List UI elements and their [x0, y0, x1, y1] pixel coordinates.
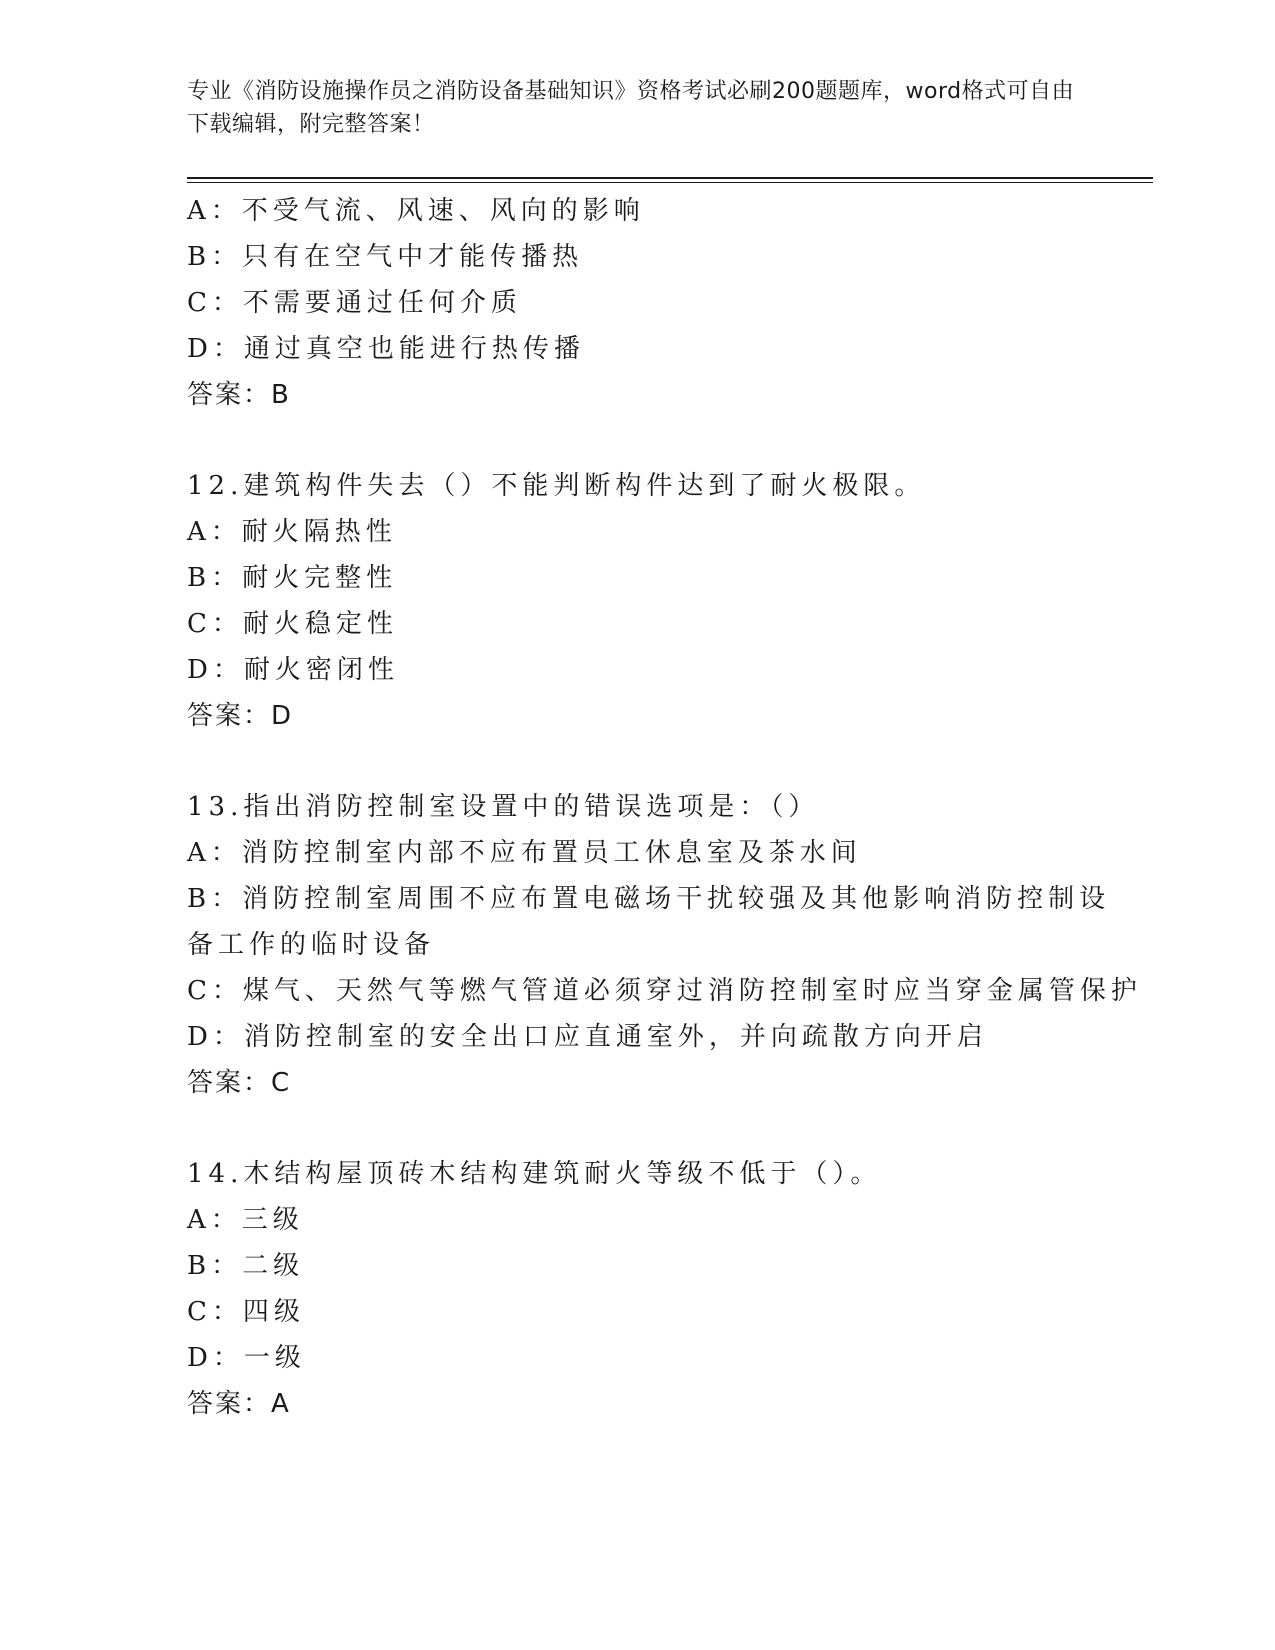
option-a: A：耐火隔热性: [187, 517, 397, 547]
answer: 答案：D: [187, 701, 294, 731]
option-b: B：耐火完整性: [187, 563, 398, 593]
option-d: D：耐火密闭性: [187, 655, 399, 685]
option-c: C：不需要通过任何介质: [187, 288, 522, 318]
document-header: 专业《消防设施操作员之消防设备基础知识》资格考试必刷200题题库，word格式可自由下载编辑，附完整答案！: [187, 79, 1075, 137]
option-c: C：耐火稳定性: [187, 609, 398, 639]
header-divider-thin: [187, 182, 1153, 183]
answer: 答案：C: [187, 1068, 292, 1098]
question-text: 13.指出消防控制室设置中的错误选项是：（）: [187, 792, 820, 822]
option-a: A：不受气流、风速、风向的影响: [187, 196, 645, 226]
spacer: [187, 418, 1117, 463]
option-d: D：消防控制室的安全出口应直通室外，并向疏散方向开启: [187, 1022, 988, 1052]
question-13: [187, 784, 1142, 1106]
question-12: [187, 463, 1117, 739]
question-text: 12.建筑构件失去（）不能判断构件达到了耐火极限。: [187, 471, 926, 501]
spacer: [187, 739, 1117, 784]
question-list: [187, 188, 1142, 1427]
question-14: [187, 1151, 1117, 1427]
answer: 答案：B: [187, 380, 291, 410]
answer: 答案：A: [187, 1389, 291, 1419]
option-b: B：只有在空气中才能传播热: [187, 242, 584, 272]
question-text: 14.木结构屋顶砖木结构建筑耐火等级不低于（）。: [187, 1159, 882, 1189]
option-b: B：二级: [187, 1251, 305, 1281]
option-c: C：四级: [187, 1297, 305, 1327]
header-divider-thick: [187, 177, 1153, 179]
question-11: [187, 188, 1117, 418]
option-a: A：消防控制室内部不应布置员工休息室及茶水间: [187, 838, 862, 868]
option-c: C：煤气、天然气等燃气管道必须穿过消防控制室时应当穿金属管保护: [187, 976, 1142, 1006]
spacer: [187, 1106, 1117, 1151]
option-a: A：三级: [187, 1205, 304, 1235]
option-d: D：通过真空也能进行热传播: [187, 334, 585, 364]
option-b: B：消防控制室周围不应布置电磁场干扰较强及其他影响消防控制设备工作的临时设备: [187, 884, 1111, 960]
option-d: D：一级: [187, 1343, 306, 1373]
